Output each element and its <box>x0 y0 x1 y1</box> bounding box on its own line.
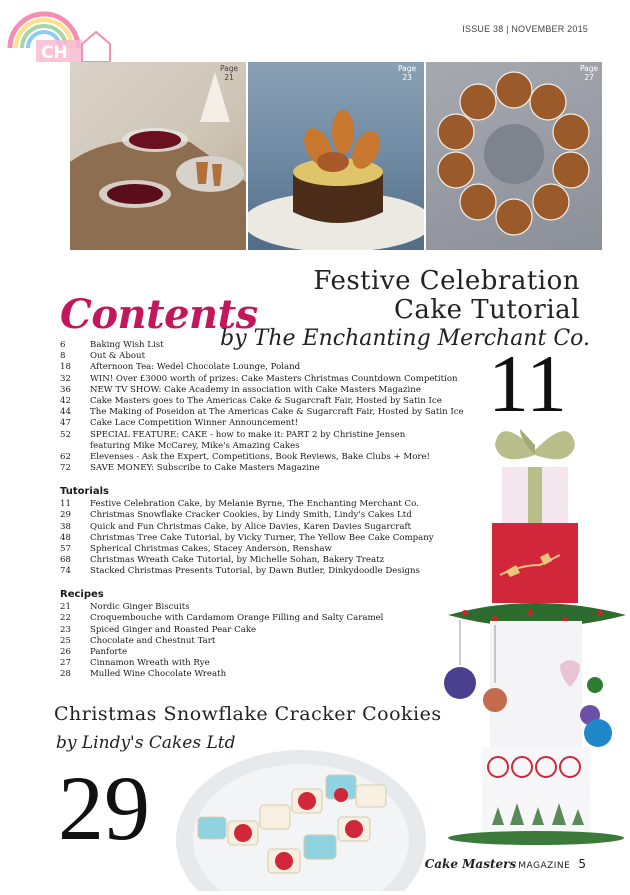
feature-title-line2: Cake Tutorial <box>393 295 580 325</box>
tutorials-heading: Tutorials <box>60 486 109 497</box>
cookies-feature-title: Christmas Snowflake Cracker Cookies <box>54 703 442 725</box>
photo-mulled-wine <box>70 62 246 250</box>
photo-cinnamon-wreath <box>426 62 602 250</box>
list-item[interactable]: 18 Afternoon Tea: Wedel Chocolate Lounge, Poland <box>60 362 301 373</box>
list-item[interactable]: 72 SAVE MONEY: Subscribe to Cake Masters Magazine <box>60 463 320 474</box>
list-item[interactable]: 32 WIN! Over £3000 worth of prizes: Cake Masters Christmas Countdown Competition <box>60 373 458 384</box>
list-item[interactable]: 38 Quick and Fun Christmas Cake, by Alice Davies, Karen Davies Sugarcraft <box>60 521 412 532</box>
list-item[interactable]: 6 Baking Wish List <box>60 340 164 350</box>
list-item[interactable]: 68 Christmas Wreath Cake Tutorial, by Michelle Sohan, Bakery Treatz <box>60 555 385 566</box>
list-item[interactable]: featuring Mike McCarey, Mike's Amazing Cakes <box>90 440 300 451</box>
list-item[interactable]: 22 Croquembouche with Cardamom Orange Filling and Salty Caramel <box>60 613 384 624</box>
christmas-cake-image <box>440 415 630 845</box>
feature-title-line1: Festive Celebration <box>313 266 580 296</box>
list-item[interactable]: 42 Cake Masters goes to The Americas Cake & Sugarcraft Fair, Hosted by Satin Ice <box>60 396 442 407</box>
list-item[interactable]: 52 SPECIAL FEATURE: CAKE - how to make it: PART 2 by Christine Jensen <box>60 429 406 440</box>
list-item[interactable]: 23 Spiced Ginger and Roasted Pear Cake <box>60 624 257 635</box>
recipes-heading: Recipes <box>60 589 104 600</box>
list-item[interactable]: 74 Stacked Christmas Presents Tutorial, by Dawn Butler, Dinkydoodle Designs <box>60 566 420 577</box>
footer-brand: Cake Masters <box>424 857 517 871</box>
feature-byline: by The Enchanting Merchant Co. <box>220 326 590 351</box>
recipes-list <box>60 585 480 681</box>
list-item[interactable]: 62 Elevenses - Ask the Expert, Competitions, Book Reviews, Bake Clubs + More! <box>60 452 431 463</box>
photo-pear-cake <box>248 62 424 250</box>
photo-page-tag: Page 23 <box>398 64 417 82</box>
list-item[interactable]: 44 The Making of Poseidon at The Americas Cake & Sugarcraft Fair, Hosted by Satin Ice <box>60 407 464 418</box>
list-item[interactable]: 29 Christmas Snowflake Cracker Cookies, by Lindy Smith, Lindy's Cakes Ltd <box>60 510 412 521</box>
list-item[interactable]: 27 Cinnamon Wreath with Rye <box>60 658 210 669</box>
cookies-plate-image <box>176 745 426 891</box>
list-item[interactable]: 47 Cake Lace Competition Winner Announcement! <box>60 418 299 429</box>
feature-page-number: 11 <box>488 338 567 429</box>
footer <box>425 857 586 871</box>
list-item[interactable]: 26 Panforte <box>60 647 128 658</box>
list-item[interactable]: 28 Mulled Wine Chocolate Wreath <box>60 669 227 680</box>
contents-title: Contents <box>60 291 258 338</box>
cookies-feature-page-number: 29 <box>58 757 150 859</box>
list-item[interactable]: 21 Nordic Ginger Biscuits <box>60 602 190 613</box>
list-item[interactable]: 11 Festive Celebration Cake, by Melanie Byrne, The Enchanting Merchant Co. <box>60 499 419 510</box>
list-item[interactable]: 25 Chocolate and Chestnut Tart <box>60 635 216 646</box>
list-item[interactable]: 8 Out & About <box>60 351 146 362</box>
footer-magazine: MAGAZINE <box>518 861 571 871</box>
issue-label: ISSUE 38 | NOVEMBER 2015 <box>462 24 588 34</box>
photo-page-tag: Page 27 <box>580 64 599 82</box>
photo-page-tag: Page 21 <box>220 64 239 82</box>
site-logo <box>6 4 116 66</box>
page-number: 5 <box>578 857 586 871</box>
contents-list <box>60 340 480 474</box>
list-item[interactable]: 57 Spherical Christmas Cakes, Stacey Anderson, Renshaw <box>60 544 332 555</box>
cookies-feature-byline: by Lindy's Cakes Ltd <box>56 733 236 753</box>
svg-text:CH: CH <box>41 43 68 63</box>
list-item[interactable]: 36 NEW TV SHOW: Cake Academy in association with Cake Masters Magazine <box>60 384 421 395</box>
list-item[interactable]: 48 Christmas Tree Cake Tutorial, by Vicky Turner, The Yellow Bee Cake Company <box>60 532 434 543</box>
tutorials-list <box>60 482 480 578</box>
